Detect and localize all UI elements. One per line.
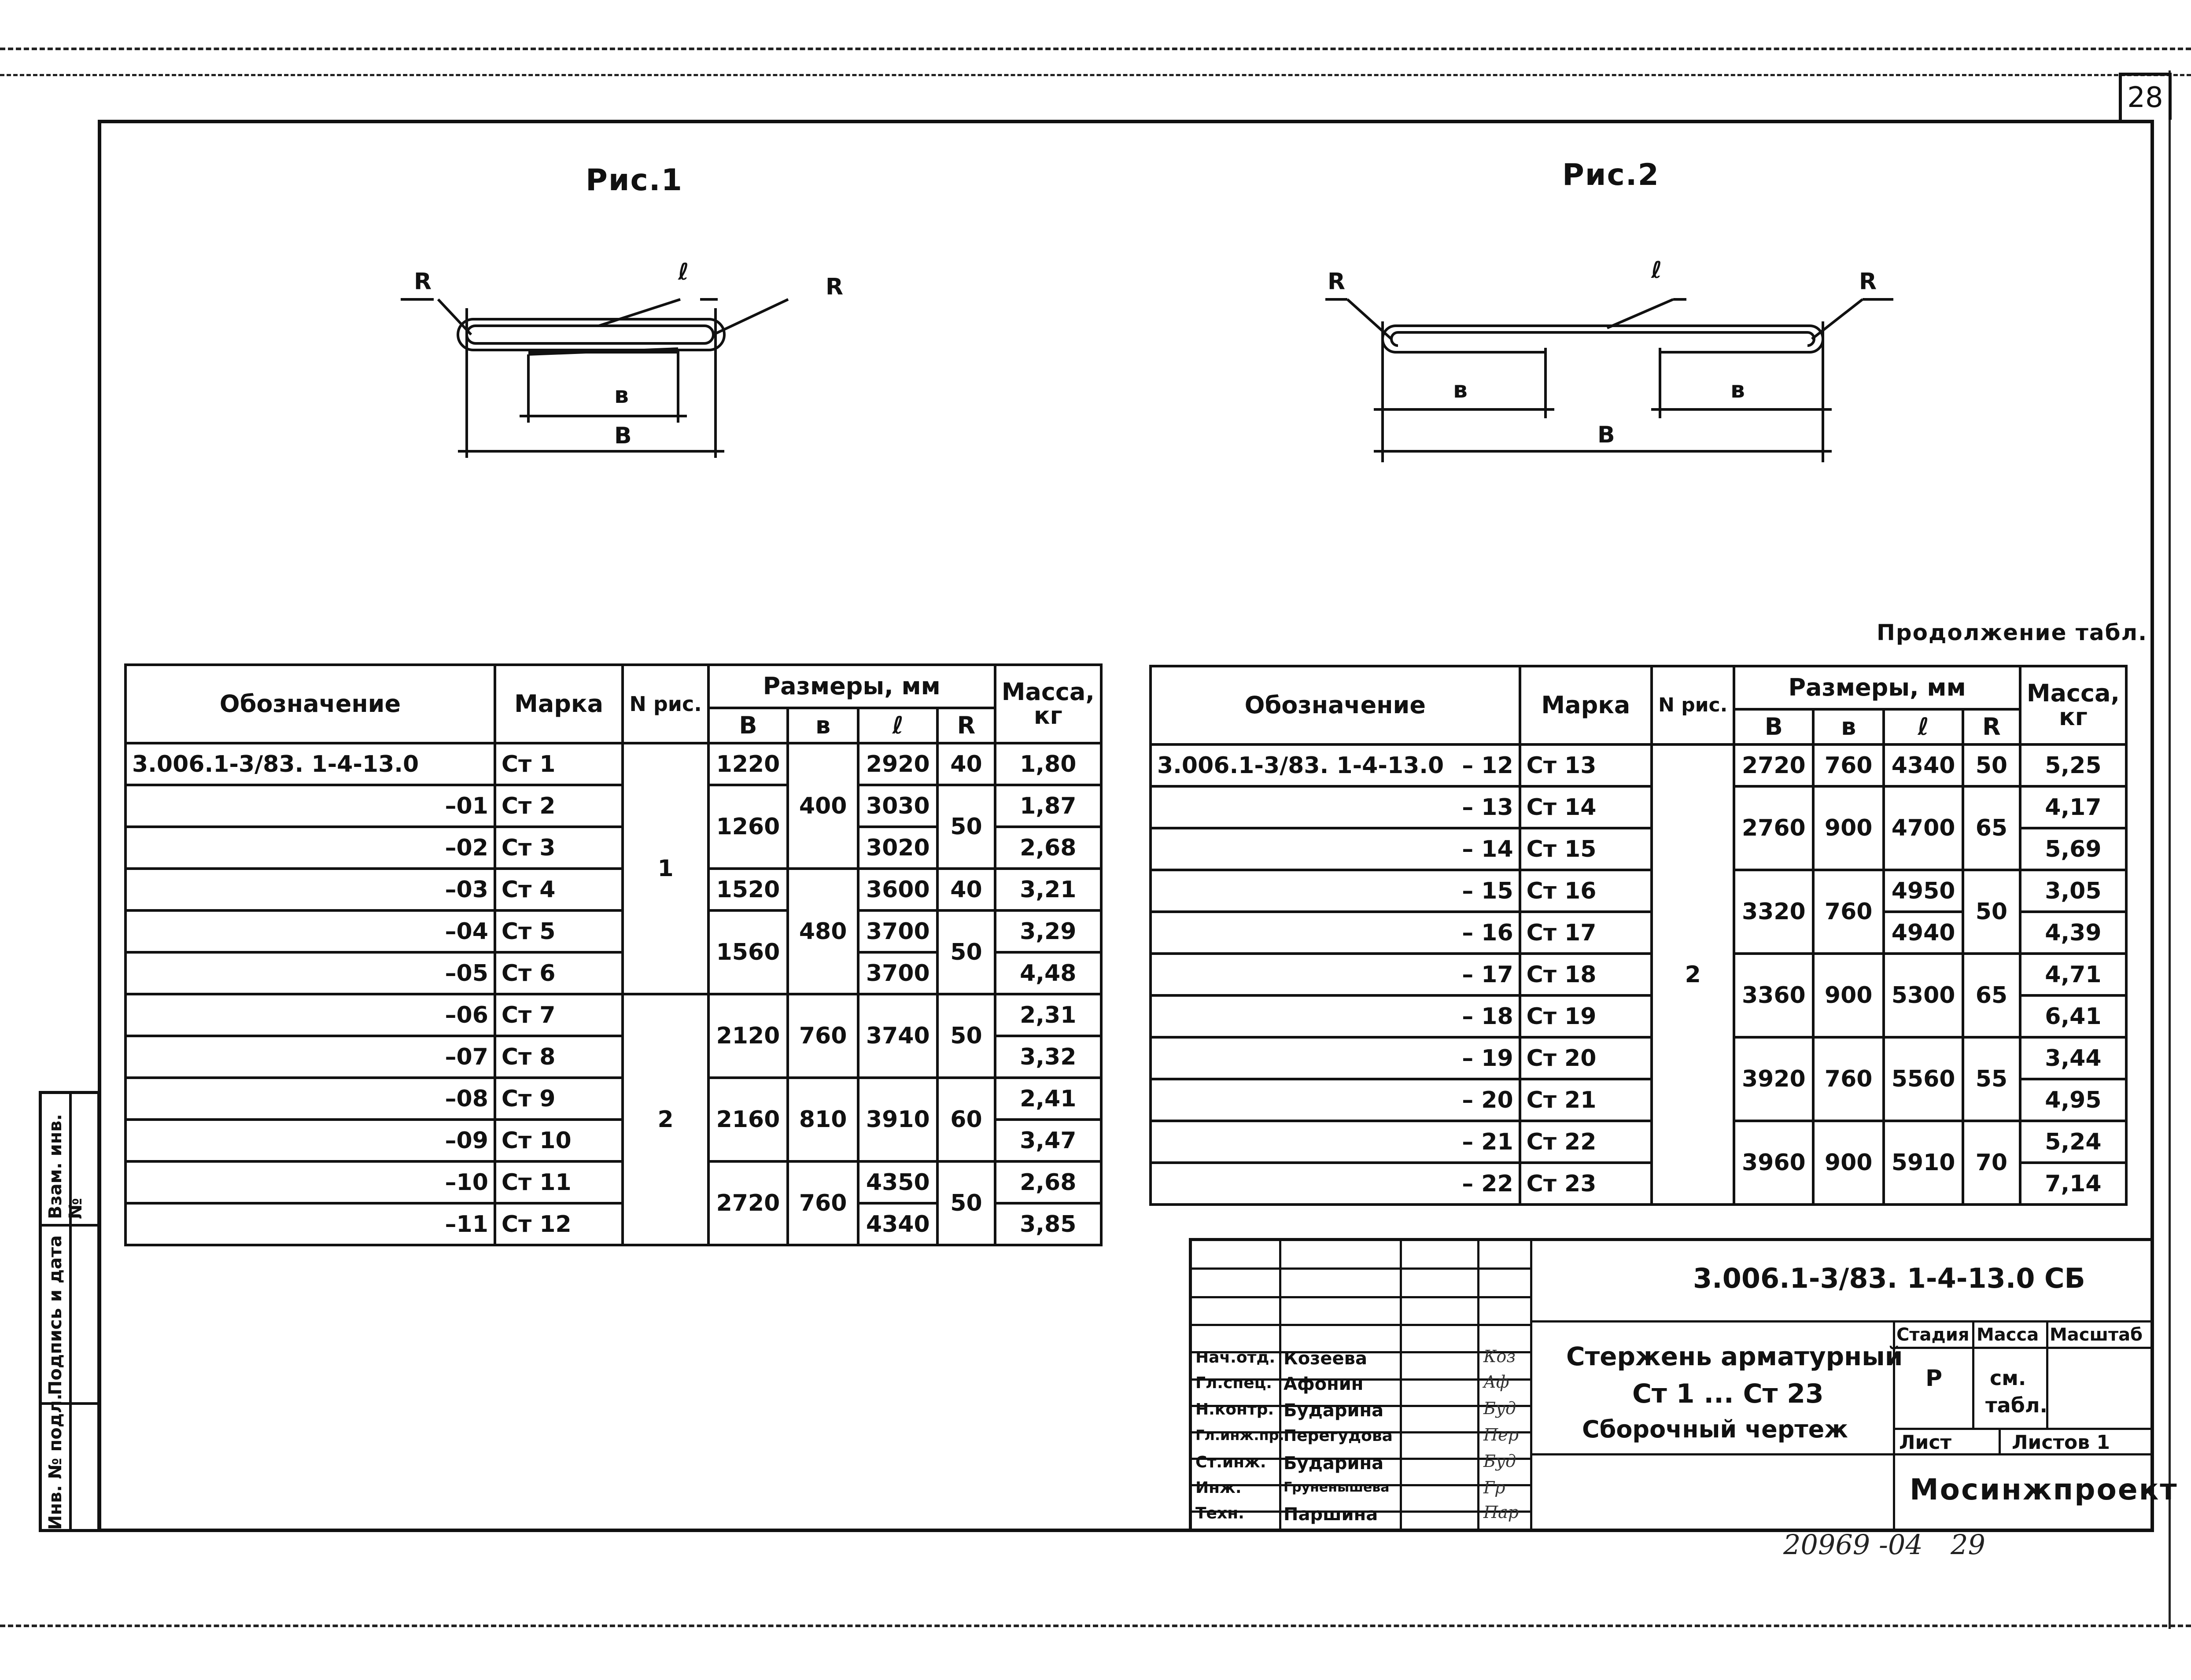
staff-signature: Аф — [1483, 1372, 1509, 1392]
top-scan-edge — [0, 48, 2191, 50]
designation-suffix: – 13 — [1151, 786, 1520, 828]
mark-cell: Ст 21 — [1520, 1079, 1652, 1121]
mass-cell: 6,41 — [2020, 995, 2126, 1037]
staff-role: Н.контр. — [1195, 1400, 1274, 1418]
B-cell: 3960 — [1734, 1121, 1813, 1205]
table-row — [125, 1161, 1101, 1203]
staff-name: Груненышева — [1284, 1480, 1390, 1495]
header-mass-label: Масса, — [2026, 679, 2120, 707]
table-row — [125, 994, 1101, 1036]
header-mass — [995, 665, 1101, 743]
figure1-R-right-label: R — [826, 274, 844, 300]
grid-line — [1192, 1324, 1530, 1326]
mark-cell: Ст 12 — [495, 1203, 623, 1245]
sheet-label: Лист — [1899, 1431, 1951, 1454]
figure1-title: Рис.1 — [586, 163, 683, 198]
designation-suffix: –07 — [125, 1036, 495, 1078]
R-cell: 50 — [937, 994, 995, 1078]
B-cell: 1520 — [708, 869, 788, 910]
table-row — [125, 785, 1101, 827]
mass-cell: 5,25 — [2020, 744, 2126, 786]
R-cell: 50 — [1963, 744, 2020, 786]
spec-table-1 — [124, 663, 1103, 1246]
grid-line — [1999, 1428, 2001, 1453]
l-cell: 3020 — [858, 827, 937, 869]
mark-cell: Ст 16 — [1520, 870, 1652, 912]
mark-cell: Ст 23 — [1520, 1163, 1652, 1205]
designation-suffix: – 19 — [1151, 1037, 1520, 1079]
side-replace-inv: Взам. инв. № — [45, 1114, 86, 1219]
header-R: R — [1963, 709, 2020, 744]
b-cell: 760 — [1813, 744, 1884, 786]
mark-cell: Ст 10 — [495, 1120, 623, 1161]
table-row — [1151, 744, 2126, 786]
table-row — [125, 869, 1101, 910]
b-cell: 760 — [788, 1161, 858, 1245]
table-row — [1151, 1121, 2126, 1163]
b-cell: 760 — [1813, 870, 1884, 954]
continuation-title: Продолжение табл. — [1877, 620, 2148, 645]
l-cell: 2920 — [858, 743, 937, 785]
designation-cell — [125, 743, 495, 785]
sheet-number: 28 — [2119, 73, 2172, 120]
mass-cell: 2,31 — [995, 994, 1101, 1036]
B-cell: 1220 — [708, 743, 788, 785]
mass-cell: 3,85 — [995, 1203, 1101, 1245]
l-cell: 4350 — [858, 1161, 937, 1203]
mass-header: Масса — [1977, 1325, 2039, 1345]
designation-suffix: – 22 — [1151, 1163, 1520, 1205]
b-cell: 400 — [788, 743, 858, 869]
fig-cell: 2 — [623, 994, 708, 1245]
right-trim-line — [2169, 70, 2171, 1629]
top-trim-line — [0, 74, 2191, 76]
staff-name: Паршина — [1284, 1504, 1378, 1525]
l-cell: 4950 — [1884, 870, 1963, 912]
designation-suffix: –05 — [125, 952, 495, 994]
B-cell: 3360 — [1734, 954, 1813, 1037]
table-row — [1151, 786, 2126, 828]
grid-line — [1192, 1296, 1530, 1298]
R-cell: 50 — [937, 785, 995, 869]
footer-code: 20969 -04 — [1783, 1529, 1923, 1561]
staff-signature: Буд — [1483, 1399, 1516, 1418]
staff-signature: Пер — [1483, 1425, 1519, 1444]
figure2-R-right-label: R — [1859, 269, 1877, 295]
mass-cell: 3,32 — [995, 1036, 1101, 1078]
figure1-B-label: В — [614, 423, 632, 449]
b-cell: 900 — [1813, 954, 1884, 1037]
side-sign-date: Подпись и дата — [45, 1235, 66, 1395]
bottom-scan-edge — [0, 1625, 2191, 1627]
designation-base: 3.006.1-3/83. 1-4-13.0 — [1157, 752, 1444, 779]
doc-name-line1: Стержень арматурный — [1566, 1341, 1903, 1371]
R-cell: 55 — [1963, 1037, 2020, 1121]
designation-cell — [1151, 744, 1520, 786]
table-row — [125, 743, 1101, 785]
mark-cell: Ст 22 — [1520, 1121, 1652, 1163]
designation-suffix: –04 — [125, 910, 495, 952]
mark-cell: Ст 18 — [1520, 954, 1652, 995]
mark-cell: Ст 3 — [495, 827, 623, 869]
fig-cell: 2 — [1652, 744, 1734, 1205]
grid-line — [1893, 1347, 2151, 1349]
table-row — [1151, 1037, 2126, 1079]
mass-cell: 3,47 — [995, 1120, 1101, 1161]
figure2-b-left-label: в — [1453, 377, 1468, 403]
mass-cell: 2,41 — [995, 1078, 1101, 1120]
header-mark: Марка — [495, 665, 623, 743]
R-cell: 40 — [937, 869, 995, 910]
mark-cell: Ст 2 — [495, 785, 623, 827]
mark-cell: Ст 14 — [1520, 786, 1652, 828]
header-dimensions: Размеры, мм — [708, 665, 995, 708]
b-cell: 810 — [788, 1078, 858, 1161]
l-cell: 5560 — [1884, 1037, 1963, 1121]
l-cell: 5300 — [1884, 954, 1963, 1037]
R-cell: 50 — [937, 910, 995, 994]
mass-cell: 4,71 — [2020, 954, 2126, 995]
header-b: в — [1813, 709, 1884, 744]
b-cell: 480 — [788, 869, 858, 994]
mass-cell: 1,87 — [995, 785, 1101, 827]
table-row — [125, 1078, 1101, 1120]
header-designation: Обозначение — [1151, 666, 1520, 744]
mark-cell: Ст 5 — [495, 910, 623, 952]
stage-header: Стадия — [1896, 1325, 1970, 1345]
spec-table-2 — [1149, 665, 2128, 1206]
staff-name: Бударина — [1284, 1400, 1384, 1421]
mass-cell: 2,68 — [995, 827, 1101, 869]
grid-line — [1893, 1428, 2151, 1430]
l-cell: 3600 — [858, 869, 937, 910]
mass-cell: 3,21 — [995, 869, 1101, 910]
staff-name: Козеева — [1284, 1348, 1367, 1369]
l-cell: 3700 — [858, 910, 937, 952]
designation-base: 3.006.1-3/83. 1-4-13.0 — [132, 751, 419, 777]
doc-name-line2: Ст 1 ... Ст 23 — [1632, 1378, 1824, 1409]
mark-cell: Ст 4 — [495, 869, 623, 910]
staff-name: Афонин — [1284, 1374, 1364, 1394]
designation-suffix: –03 — [125, 869, 495, 910]
grid-line — [1972, 1320, 1974, 1428]
designation-suffix: –06 — [125, 994, 495, 1036]
b-cell: 760 — [1813, 1037, 1884, 1121]
stage-value: Р — [1925, 1365, 1943, 1392]
mark-cell: Ст 13 — [1520, 744, 1652, 786]
designation-suffix: – 17 — [1151, 954, 1520, 995]
table-row — [1151, 954, 2126, 995]
R-cell: 65 — [1963, 786, 2020, 870]
side-inv-no: Инв. № подл. — [45, 1393, 66, 1530]
R-cell: 70 — [1963, 1121, 2020, 1205]
staff-signature: Гр — [1483, 1478, 1505, 1497]
mark-cell: Ст 1 — [495, 743, 623, 785]
designation-suffix: –10 — [125, 1161, 495, 1203]
staff-role: Гл.спец. — [1195, 1374, 1272, 1392]
staff-signature: Пар — [1483, 1503, 1519, 1522]
staff-role: Инж. — [1195, 1479, 1242, 1497]
staff-role: Ст.инж. — [1195, 1453, 1266, 1471]
mark-cell: Ст 15 — [1520, 828, 1652, 870]
B-cell: 1560 — [708, 910, 788, 994]
mass-cell: 4,17 — [2020, 786, 2126, 828]
R-cell: 60 — [937, 1078, 995, 1161]
mass-cell: 4,48 — [995, 952, 1101, 994]
figure1-l-label: ℓ — [678, 259, 689, 285]
mass-cell: 3,44 — [2020, 1037, 2126, 1079]
designation-suffix: – 16 — [1151, 912, 1520, 954]
mass-cell: 7,14 — [2020, 1163, 2126, 1205]
header-mass-unit: кг — [1033, 702, 1062, 729]
table-row — [1151, 870, 2126, 912]
header-fig-no: N рис. — [1652, 666, 1734, 744]
mark-cell: Ст 6 — [495, 952, 623, 994]
header-l: ℓ — [1884, 709, 1963, 744]
mark-cell: Ст 7 — [495, 994, 623, 1036]
header-designation: Обозначение — [125, 665, 495, 743]
mass-cell: 1,80 — [995, 743, 1101, 785]
table-row — [125, 910, 1101, 952]
side-stamp-text — [42, 1094, 86, 1535]
figure1-b-label: в — [614, 382, 629, 409]
b-cell: 760 — [788, 994, 858, 1078]
l-cell: 3740 — [858, 994, 937, 1078]
designation-suffix: – 20 — [1151, 1079, 1520, 1121]
figure2-title: Рис.2 — [1562, 158, 1660, 192]
b-cell: 900 — [1813, 786, 1884, 870]
mass-cell: 4,95 — [2020, 1079, 2126, 1121]
footer-page: 29 — [1951, 1529, 1985, 1561]
grid-line — [1192, 1267, 1530, 1270]
l-cell: 4700 — [1884, 786, 1963, 870]
figure2-b-right-label: в — [1730, 377, 1745, 403]
doc-code: 3.006.1-3/83. 1-4-13.0 СБ — [1693, 1262, 2085, 1294]
figure2-B-label: В — [1597, 422, 1615, 448]
mark-cell: Ст 17 — [1520, 912, 1652, 954]
mass-cell: 5,69 — [2020, 828, 2126, 870]
B-cell: 2760 — [1734, 786, 1813, 870]
header-mass-label: Масса, — [1001, 678, 1095, 706]
mark-cell: Ст 8 — [495, 1036, 623, 1078]
designation-suffix: –11 — [125, 1203, 495, 1245]
designation-suffix: –08 — [125, 1078, 495, 1120]
l-cell: 3030 — [858, 785, 937, 827]
designation-suffix: –09 — [125, 1120, 495, 1161]
B-cell: 2120 — [708, 994, 788, 1078]
figure1-R-left-label: R — [414, 269, 432, 295]
header-fig-no: N рис. — [623, 665, 708, 743]
figure2-l-label: ℓ — [1651, 257, 1662, 284]
l-cell: 3910 — [858, 1078, 937, 1161]
mark-cell: Ст 9 — [495, 1078, 623, 1120]
B-cell: 3920 — [1734, 1037, 1813, 1121]
B-cell: 3320 — [1734, 870, 1813, 954]
l-cell: 4340 — [858, 1203, 937, 1245]
scale-header: Масштаб — [2050, 1325, 2143, 1345]
staff-role: Техн. — [1195, 1504, 1244, 1522]
mass-cell: 2,68 — [995, 1161, 1101, 1203]
designation-suffix: – 12 — [1462, 752, 1513, 779]
fig-cell: 1 — [623, 743, 708, 994]
b-cell: 900 — [1813, 1121, 1884, 1205]
staff-signature: Буд — [1483, 1452, 1516, 1471]
mass-cell: 3,29 — [995, 910, 1101, 952]
staff-role: Гл.инж.пр. — [1195, 1427, 1284, 1444]
mark-cell: Ст 19 — [1520, 995, 1652, 1037]
header-mass — [2020, 666, 2126, 744]
header-dimensions: Размеры, мм — [1734, 666, 2020, 709]
l-cell: 4940 — [1884, 912, 1963, 954]
sheets-label: Листов 1 — [2012, 1431, 2110, 1454]
designation-suffix: –02 — [125, 827, 495, 869]
header-l: ℓ — [858, 708, 937, 743]
R-cell: 40 — [937, 743, 995, 785]
designation-suffix: – 14 — [1151, 828, 1520, 870]
staff-name: Бударина — [1284, 1453, 1384, 1474]
l-cell: 4340 — [1884, 744, 1963, 786]
mark-cell: Ст 20 — [1520, 1037, 1652, 1079]
header-mark: Марка — [1520, 666, 1652, 744]
designation-suffix: – 18 — [1151, 995, 1520, 1037]
staff-name: Перегудова — [1284, 1427, 1393, 1445]
staff-role: Нач.отд. — [1195, 1348, 1276, 1367]
figure2-drawing — [1321, 255, 1937, 484]
B-cell: 2720 — [1734, 744, 1813, 786]
mark-cell: Ст 11 — [495, 1161, 623, 1203]
grid-line — [1530, 1320, 2151, 1323]
side-stamp — [39, 1091, 100, 1532]
l-cell: 5910 — [1884, 1121, 1963, 1205]
mass-cell: 4,39 — [2020, 912, 2126, 954]
header-b: в — [788, 708, 858, 743]
B-cell: 2160 — [708, 1078, 788, 1161]
mass-cell: 5,24 — [2020, 1121, 2126, 1163]
header-R: R — [937, 708, 995, 743]
mass-value-2: табл. — [1985, 1393, 2047, 1417]
title-block — [1189, 1238, 2178, 1532]
l-cell: 3700 — [858, 952, 937, 994]
R-cell: 65 — [1963, 954, 2020, 1037]
header-mass-unit: кг — [2058, 703, 2088, 731]
R-cell: 50 — [937, 1161, 995, 1245]
B-cell: 2720 — [708, 1161, 788, 1245]
R-cell: 50 — [1963, 870, 2020, 954]
organization: Мосинжпроект — [1910, 1473, 2178, 1507]
header-B: В — [1734, 709, 1813, 744]
designation-suffix: –01 — [125, 785, 495, 827]
header-B: В — [708, 708, 788, 743]
mass-value-1: см. — [1990, 1366, 2026, 1390]
B-cell: 1260 — [708, 785, 788, 869]
designation-suffix: – 15 — [1151, 870, 1520, 912]
figure2-R-left-label: R — [1328, 269, 1346, 295]
staff-signature: Коз — [1483, 1347, 1516, 1366]
grid-line — [1530, 1241, 1532, 1529]
mass-cell: 3,05 — [2020, 870, 2126, 912]
doc-name-line3: Сборочный чертеж — [1582, 1415, 1848, 1443]
designation-suffix: – 21 — [1151, 1121, 1520, 1163]
